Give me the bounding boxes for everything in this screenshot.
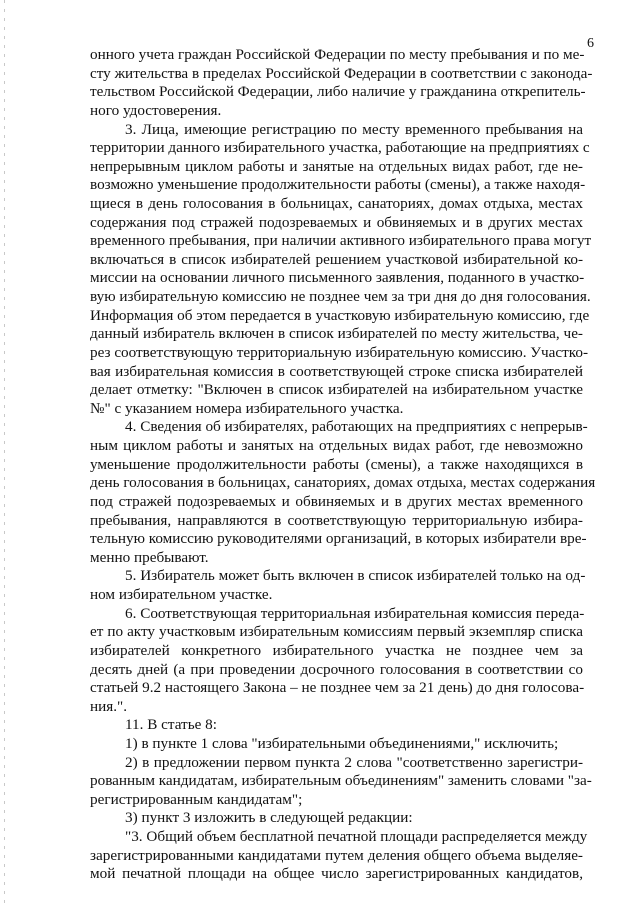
text-line: №" с указанием номера избирательного участка.	[90, 399, 404, 417]
text-line: 1) в пункте 1 слова "избирательными объединениями," исключить;	[125, 734, 559, 752]
text-line: территории данного избирательного участка, работающие на предприятиях с	[90, 139, 590, 157]
text-line: 4. Сведения об избирателях, работающих на предприятиях с непрерыв-	[125, 418, 588, 436]
text-line: сту жительства в пределах Российской Федерации в соответствии с законода-	[90, 64, 593, 82]
text-line: 6. Соответствующая территориальная избирательная комиссия переда-	[125, 604, 585, 622]
page-number: 6	[587, 36, 594, 51]
text-line: включаться в список избирателей решением участковой избирательной ко-	[90, 250, 583, 268]
text-line: данный избиратель включен в список избирателей по месту жительства, че-	[90, 325, 583, 343]
text-line: 5. Избиратель может быть включен в список избирателей только на од-	[125, 567, 586, 585]
text-line: ного удостоверения.	[90, 101, 222, 119]
text-line: десять дней (а при проведении досрочного голосования в соответствии со	[90, 660, 583, 678]
text-line: делает отметку: "Включен в список избирателей на избирательном участке	[90, 381, 583, 399]
text-line: "3. Общий объем бесплатной печатной площади распределяется между	[125, 828, 588, 845]
text-line: рованным кандидатам, избирательным объединениям" заменить словами "за-	[90, 772, 592, 790]
text-line: день голосования в больницах, санаториях, домах отдыха, местах содержания	[90, 474, 596, 492]
text-line: тельную комиссию руководителями организаций, в которых избиратели вре-	[90, 530, 587, 548]
text-line: 11. В статье 8:	[125, 716, 217, 734]
text-line: 3. Лица, имеющие регистрацию по месту временного пребывания на	[125, 120, 583, 138]
text-line: возможно уменьшение продолжительности работы (смены), а также находя-	[90, 176, 586, 194]
text-line: онного учета граждан Российской Федерации по месту пребывания и по ме-	[90, 46, 585, 63]
text-line: ном избирательном участке.	[90, 586, 273, 603]
text-line: ния.".	[90, 697, 128, 715]
text-line: зарегистрированными кандидатами путем деления общего объема выделяе-	[90, 846, 583, 864]
text-line: вую избирательную комиссию не позднее чем за три дня до дня голосования.	[90, 288, 591, 306]
text-line: мой печатной площади на общее число зарегистрированных кандидатов,	[90, 865, 583, 883]
text-line: ет по акту участковым избирательным комиссиям первый экземпляр списка	[90, 623, 583, 641]
text-line: ным циклом работы и занятых на отдельных видах работ, где невозможно	[90, 437, 583, 454]
text-line: миссии на основании личного письменного заявления, поданного в участко-	[90, 269, 585, 287]
text-line: пребывания, направляются в соответствующую территориальную избира-	[90, 511, 583, 529]
text-line: регистрированным кандидатам";	[90, 790, 303, 808]
text-line: вая избирательная комиссия в соответствующей строке списка избирателей	[90, 362, 583, 380]
text-line: менно пребывают.	[90, 548, 209, 566]
text-line: временного пребывания, при наличии активного избирательного права могут	[90, 232, 592, 250]
text-line: тельством Российской Федерации, либо наличие у гражданина открепитель-	[90, 83, 586, 101]
text-line: рез соответствующую территориальную избирательную комиссию. Участко-	[90, 343, 589, 361]
text-line: под стражей подозреваемых и обвиняемых и в других местах временного	[90, 492, 583, 510]
text-line: уменьшение продолжительности работы (смены), а также находящихся в	[90, 455, 583, 473]
text-line: избирателей конкретного избирательного участка не позднее чем за	[90, 641, 583, 659]
text-line: непрерывным циклом работы и занятые на отдельных видах работ, где не-	[90, 157, 583, 175]
scan-left-edge	[4, 0, 5, 905]
text-line: 3) пункт 3 изложить в следующей редакции:	[125, 809, 413, 827]
text-line: Информация об этом передается в участковую избирательную комиссию, где	[90, 306, 590, 324]
text-line: щиеся в день голосования в больницах, санаториях, домах отдыха, местах	[90, 195, 583, 212]
text-line: содержания под стражей подозреваемых и обвиняемых и в других местах	[90, 213, 583, 231]
text-line: 2) в предложении первом пункта 2 слова "соответственно зарегистри-	[125, 753, 583, 771]
text-line: статьей 9.2 настоящего Закона – не позднее чем за 21 день) до дня голосова-	[90, 679, 585, 697]
